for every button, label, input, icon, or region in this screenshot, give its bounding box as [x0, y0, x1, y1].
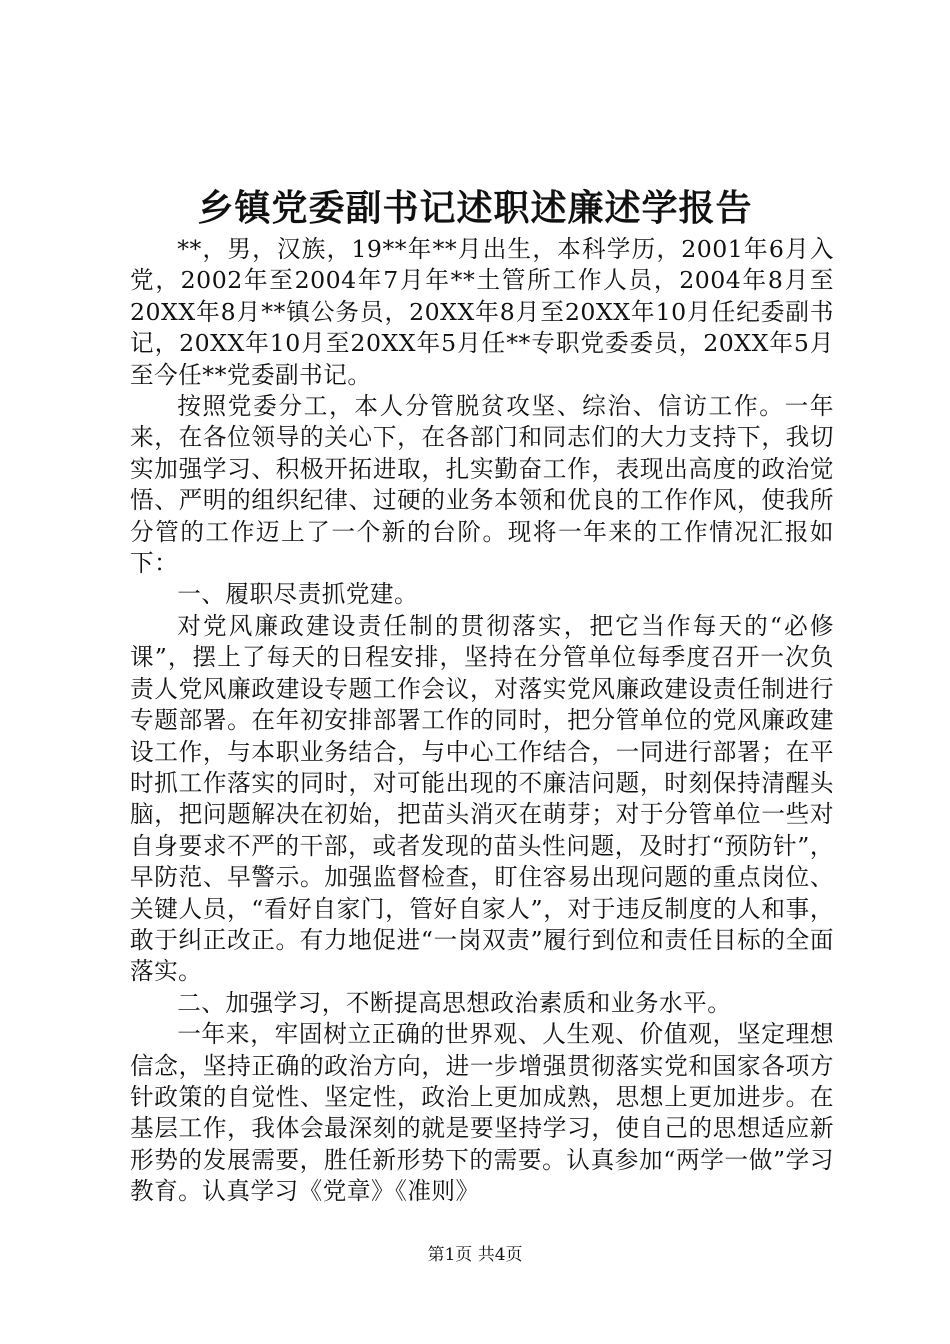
paragraph-introduction: 按照党委分工，本人分管脱贫攻坚、综治、信访工作。一年来，在各位领导的关心下，在各部门和同志们的大力支持下，我切实加强学习、积极开拓进取，扎实勤奋工作，表现出高度的政治觉悟、严明的组织纪律、过硬的业务本领和优良的工作作风，使我所分管的工作迈上了一个新的台阶。现将一年来的工作情况汇报如下： — [130, 392, 834, 578]
section-heading-study: 二、加强学习，不断提高思想政治素质和业务水平。 — [177, 988, 732, 1017]
paragraph-party-building: 对党风廉政建设责任制的贯彻落实，把它当作每天的“必修课”，摆上了每天的日程安排，坚持在分管单位每季度召开一次负责人党风廉政建设专题工作会议，对落实党风廉政建设责任制进行专题部署。在年初安排部署工作的同时，把分管单位的党风廉政建设工作，与本职业务结合，与中心工作结合，一同进行部署；在平时抓工作落实的同时，对可能出现的不廉洁问题，时刻保持清醒头脑，把问题解决在初始，把苗头消灭在萌芽；对于分管单位一些对自身要求不严的干部，或者发现的苗头性问题，及时打“预防针”，早防范、早警示。加强监督检查，盯住容易出现问题的重点岗位、关键人员，“看好自家门，管好自家人”，对于违反制度的人和事，敢于纠正改正。有力地促进“一岗双责”履行到位和责任目标的全面落实。 — [130, 611, 834, 986]
section-heading-party-building: 一、履职尽责抓党建。 — [177, 580, 419, 609]
document-body — [130, 234, 834, 1208]
paragraph-personal-info: **，男，汉族，19**年**月出生，本科学历，2001年6月入党，2002年至2004年7月年**土管所工作人员，2004年8月至20XX年8月**镇公务员，20XX年8月至20XX年10月任纪委副书记，20XX年10月至20XX年5月任**专职党委委员，20XX年5月至今任**党委副书记。 — [130, 235, 834, 389]
page-number-footer: 第1页 共4页 — [427, 1245, 523, 1265]
page-title: 乡镇党委副书记述职述廉述学报告 — [197, 187, 753, 229]
paragraph-study: 一年来，牢固树立正确的世界观、人生观、价值观，坚定理想信念，坚持正确的政治方向，进一步增强贯彻落实党和国家各项方针政策的自觉性、坚定性，政治上更加成熟，思想上更加进步。在基层工作，我体会最深刻的就是要坚持学习，使自己的思想适应新形势的发展需要，胜任新形势下的需要。认真参加“两学一做”学习教育。认真学习《党章》《准则》 — [130, 1020, 834, 1206]
